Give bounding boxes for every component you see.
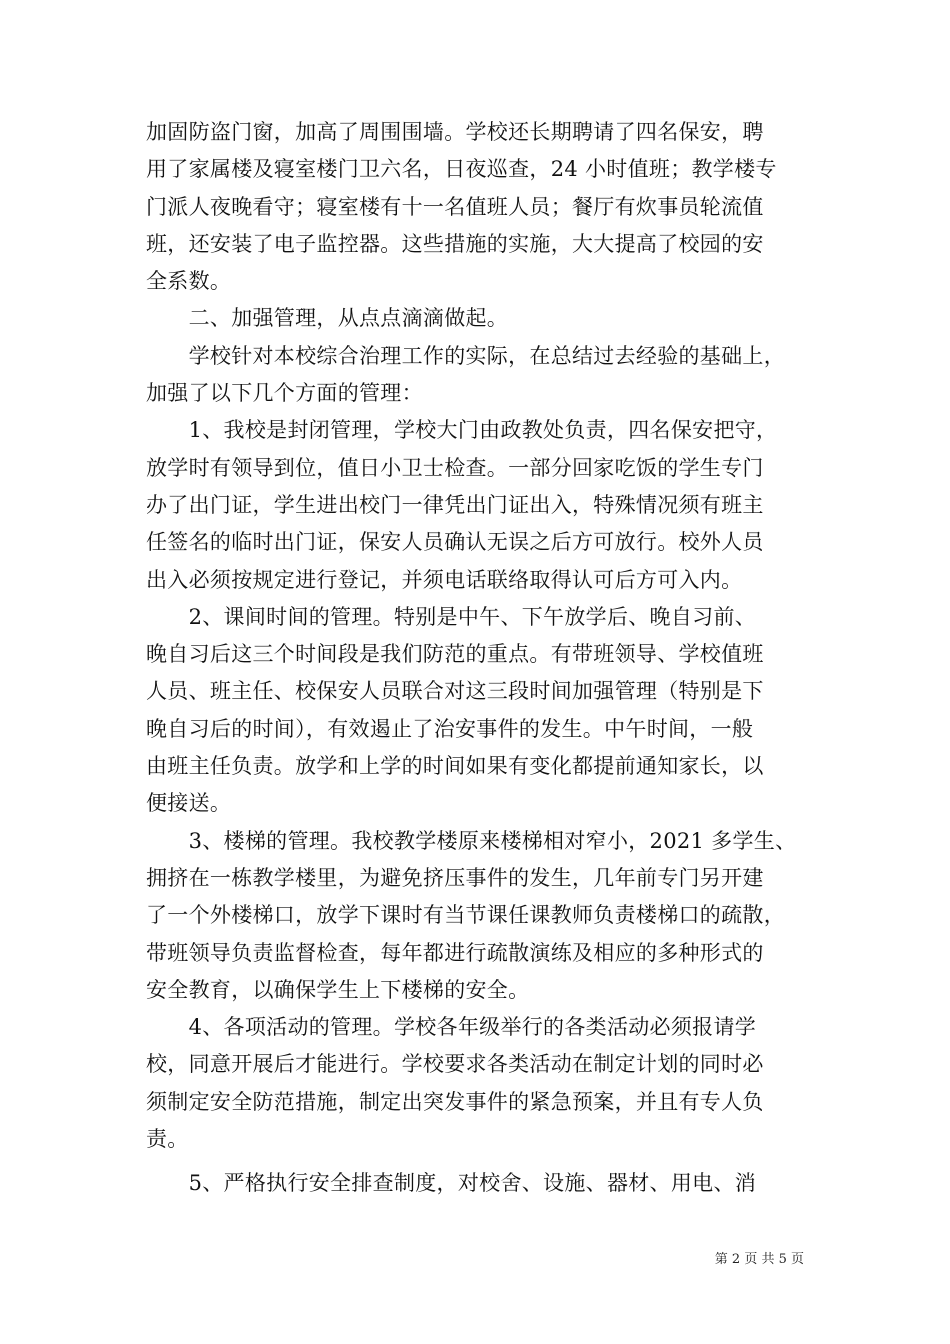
- text-line: 拥挤在一栋教学楼里，为避免挤压事件的发生，几年前专门另开建: [146, 865, 764, 890]
- paragraph-gap: [146, 1158, 814, 1165]
- text-line: 3、楼梯的管理。我校教学楼原来楼梯相对窄小，2021 多学生、: [146, 828, 797, 853]
- text-line: 2、课间时间的管理。特别是中午、下午放学后、晚自习前、: [146, 604, 757, 629]
- text-line: 了一个外楼梯口，放学下课时有当节课任课教师负责楼梯口的疏散，: [146, 903, 785, 928]
- text-line: 便接送。: [146, 791, 232, 816]
- page-number: 第 2 页 共 5 页: [714, 1252, 804, 1267]
- body-text: [146, 114, 814, 1203]
- text-line: 放学时有领导到位，值日小卫士检查。一部分回家吃饭的学生专门: [146, 455, 764, 480]
- text-line: 用了家属楼及寝室楼门卫六名，日夜巡查，24 小时值班；教学楼专: [146, 157, 777, 182]
- text-line: 出入必须按规定进行登记，并须电话联络取得认可后方可入内。: [146, 567, 743, 592]
- text-line: 由班主任负责。放学和上学的时间如果有变化都提前通知家长，以: [146, 754, 764, 779]
- section-heading: 二、加强管理，从点点滴滴做起。: [146, 306, 509, 331]
- text-line: 5、严格执行安全排查制度，对校舍、设施、器材、用电、消: [146, 1171, 757, 1196]
- text-line: 班，还安装了电子监控器。这些措施的实施，大大提高了校园的安: [146, 231, 764, 256]
- text-line: 带班领导负责监督检查，每年都进行疏散演练及相应的多种形式的: [146, 940, 764, 965]
- text-line: 晚自习后的时间），有效遏止了治安事件的发生。中午时间，一般: [146, 716, 754, 741]
- text-line: 人员、班主任、校保安人员联合对这三段时间加强管理（特别是下: [146, 679, 764, 704]
- text-line: 须制定安全防范措施，制定出突发事件的紧急预案，并且有专人负: [146, 1089, 764, 1114]
- text-line: 加固防盗门窗，加高了周围围墙。学校还长期聘请了四名保安，聘: [146, 120, 764, 144]
- text-line: 任签名的临时出门证，保安人员确认无误之后方可放行。校外人员: [146, 530, 764, 555]
- text-line: 学校针对本校综合治理工作的实际，在总结过去经验的基础上，: [146, 343, 785, 368]
- text-line: 加强了以下几个方面的管理：: [146, 381, 423, 406]
- text-line: 安全教育，以确保学生上下楼梯的安全。: [146, 977, 530, 1002]
- text-line: 门派人夜晚看守；寝室楼有十一名值班人员；餐厅有炊事员轮流值: [146, 194, 764, 219]
- text-line: 全系数。: [146, 269, 232, 294]
- text-line: 校，同意开展后才能进行。学校要求各类活动在制定计划的同时必: [146, 1052, 764, 1077]
- text-line: 责。: [146, 1127, 189, 1152]
- text-line: 4、各项活动的管理。学校各年级举行的各类活动必须报请学: [146, 1015, 757, 1040]
- text-line: 办了出门证，学生进出校门一律凭出门证出入，特殊情况须有班主: [146, 492, 764, 517]
- text-line: 1、我校是封闭管理，学校大门由政教处负责，四名保安把守，: [146, 418, 778, 443]
- text-line: 晚自习后这三个时间段是我们防范的重点。有带班领导、学校值班: [146, 642, 764, 667]
